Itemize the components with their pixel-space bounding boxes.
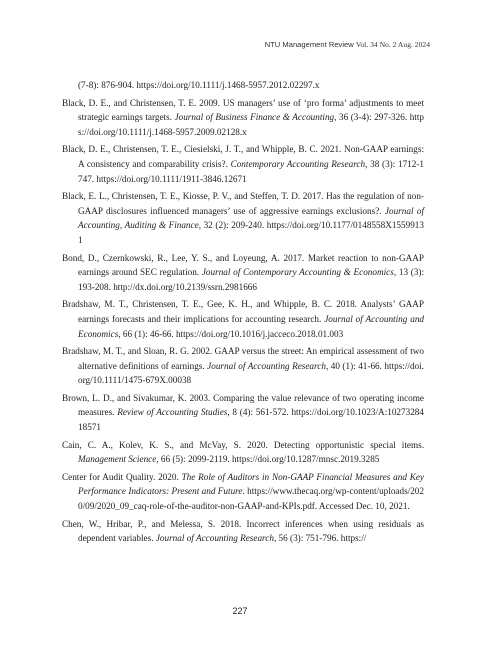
reference-details: , 36 (3-4): 297-326. https://doi.org/10.1111/j.1468-5957.2009.02128.x	[78, 112, 424, 137]
reference-text: Cain, C. A., Kolev, K. S., and McVay, S. 2020. Detecting opportunistic special items.	[62, 439, 424, 450]
reference-details: , 13 (3): 193-208. http://dx.doi.org/10.2139/ssrn.2981666	[78, 267, 425, 292]
reference-list	[62, 78, 424, 549]
reference-source-title: Contemporary Accounting Research	[230, 158, 366, 169]
reference-entry	[62, 391, 424, 435]
reference-entry	[62, 438, 424, 467]
reference-source-title: Journal of Accounting, Auditing & Finance	[78, 205, 424, 231]
reference-text: Center for Audit Quality. 2020.	[62, 471, 182, 482]
reference-source-title: The Role of Auditors in Non-GAAP Financial Measures and Key Performance Indicators: Present and Future	[78, 471, 424, 497]
reference-text: Chen, W., Hribar, P., and Melessa, S. 2018. Incorrect inferences when using residuals as dependent variables.	[62, 518, 424, 544]
reference-source-title: Management Science	[78, 454, 157, 465]
reference-entry	[62, 344, 424, 388]
reference-details: . https://www.thecaq.org/wp-content/uploads/2020/09/2020_09_caq-role-of-the-auditor-non-GAAP-and-KPIs.pdf. Accessed Dec. 10, 2021.	[78, 486, 424, 512]
reference-source-title: Review of Accounting Studies	[117, 407, 228, 418]
reference-details: , 66 (1): 46-66. https://doi.org/10.1016/j.jacceco.2018.01.003	[118, 328, 344, 339]
reference-text: Black, D. E., Christensen, T. E., Ciesielski, J. T., and Whipple, B. C. 2021. Non-GAAP earnings: A consistency and comparability crisis?.	[62, 144, 424, 169]
reference-details: , 32 (2): 209-240. https://doi.org/10.1177/0148558X15599131	[78, 220, 424, 245]
reference-entry	[62, 189, 424, 247]
reference-source-title: Journal of Accounting Research	[207, 360, 326, 371]
reference-text: Black, E. L., Christensen, T. E., Kiosse, P. V., and Steffen, T. D. 2017. Has the regulation of non-GAAP disclosures influenced managers’ use of aggressive earnings exclusions?.	[62, 191, 424, 216]
reference-source-title: Journal of Business Finance & Accounting	[174, 112, 335, 123]
reference-source-title: Journal of Accounting and Economics	[78, 313, 425, 339]
reference-details: , 38 (3): 1712-1747. https://doi.org/10.1111/1911-3846.12671	[78, 158, 425, 184]
reference-entry	[62, 517, 424, 546]
reference-entry	[62, 142, 424, 186]
reference-details: , 8 (4): 561-572. https://doi.org/10.1023/A:1027328418571	[78, 407, 424, 433]
reference-details: , 40 (1): 41-66. https://doi.org/10.1111/1475-679X.00038	[78, 360, 424, 386]
reference-details: , 66 (5): 2099-2119. https://doi.org/10.1287/mnsc.2019.3285	[156, 454, 380, 465]
reference-text: Bradshaw, M. T., Christensen, T. E., Gee, K. H., and Whipple, B. C. 2018. Analysts’ GAAP earnings forecasts and their implications for accounting research.	[62, 299, 424, 324]
reference-text: Black, D. E., and Christensen, T. E. 2009. US managers’ use of ‘pro forma’ adjustments to meet strategic earnings targets.	[62, 97, 424, 123]
reference-text: Brown, L. D., and Sivakumar, K. 2003. Comparing the value relevance of two operating income measures.	[62, 392, 424, 418]
reference-entry	[62, 251, 424, 295]
reference-text: Bradshaw, M. T., and Sloan, R. G. 2002. GAAP versus the street: An empirical assessment of two alternative definitions of earnings.	[62, 346, 424, 371]
journal-name: NTU Management Review	[264, 40, 354, 49]
reference-source-title: Journal of Accounting Research	[155, 533, 274, 544]
reference-source-title: Journal of Contemporary Accounting & Economics	[201, 267, 394, 278]
reference-entry	[62, 470, 424, 514]
reference-text: (7-8): 876-904. https://doi.org/10.1111/j.1468-5957.2012.02297.x	[78, 80, 320, 90]
reference-text: Bond, D., Czernkowski, R., Lee, Y. S., and Loyeung, A. 2017. Market reaction to non-GAAP earnings around SEC regulation.	[62, 252, 424, 278]
reference-entry	[62, 78, 424, 93]
page-number: 227	[232, 606, 248, 616]
reference-entry	[62, 96, 424, 140]
volume-info: Vol. 34 No. 2 Aug. 2024	[355, 40, 430, 49]
reference-entry	[62, 297, 424, 341]
running-header	[265, 40, 430, 49]
reference-details: , 56 (3): 751-796. https://	[273, 533, 367, 544]
